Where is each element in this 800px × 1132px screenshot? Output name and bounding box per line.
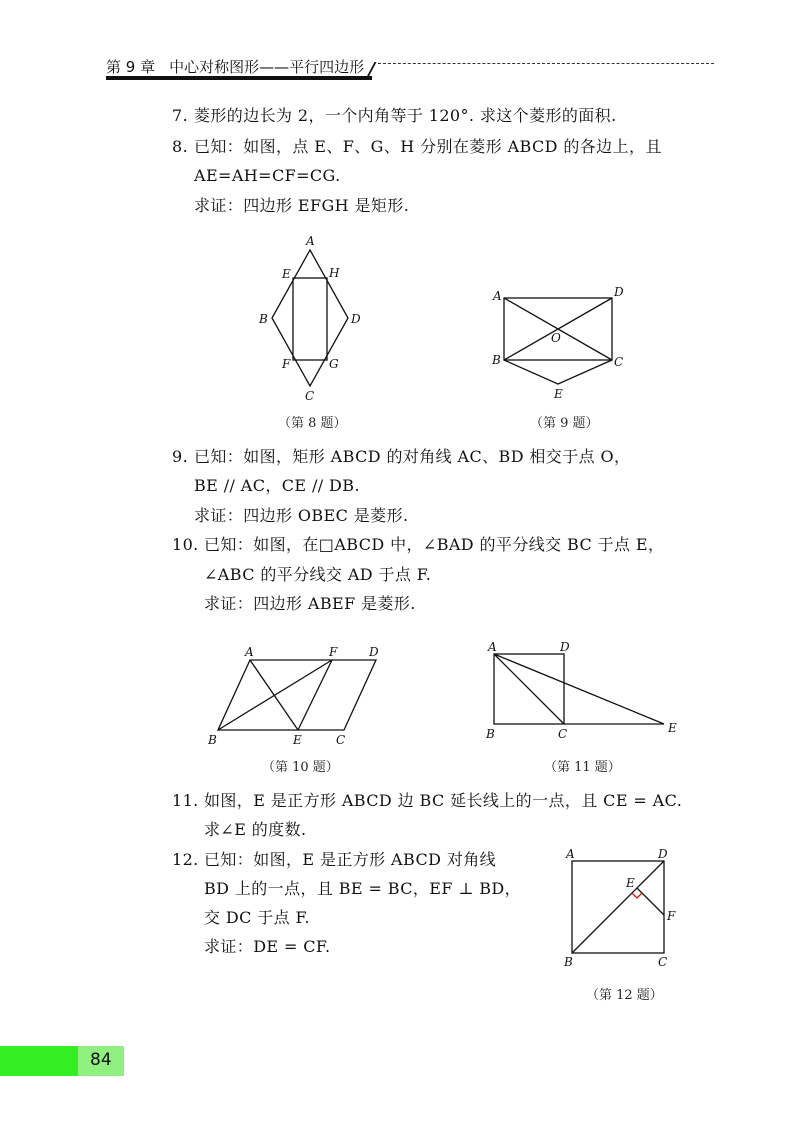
label-d: D — [658, 847, 668, 861]
problem-11-line-1 — [172, 791, 682, 811]
label-e: E — [626, 876, 635, 890]
label-a: A — [245, 646, 254, 659]
label-g: G — [329, 357, 339, 371]
header-rule — [106, 76, 372, 80]
label-b: B — [486, 727, 495, 741]
problem-text: 已知：如图，E 是正方形 ABCD 对角线 — [204, 850, 497, 869]
label-d: D — [560, 640, 570, 654]
figure-10 — [202, 646, 388, 750]
right-angle-mark — [632, 893, 642, 898]
label-f: F — [667, 909, 676, 923]
header-text — [106, 56, 378, 77]
problem-8-line-2: AE=AH=CF=CG. — [194, 166, 341, 185]
problem-12-line-2: BD 上的一点，且 BE = BC，EF ⊥ BD， — [204, 879, 522, 898]
problem-number: 11. — [172, 791, 199, 810]
problem-text: 已知：如图，点 E、F、G、H 分别在菱形 ABCD 的各边上，且 — [194, 137, 662, 156]
problem-number: 12. — [172, 850, 199, 869]
caption-fig-12: （第 12 题） — [586, 988, 663, 1003]
diagonal-ac — [494, 654, 564, 724]
label-d: D — [369, 646, 379, 659]
label-b: B — [259, 312, 268, 326]
label-o: O — [551, 331, 561, 345]
label-e: E — [282, 267, 291, 281]
rectangle-efgh — [293, 278, 327, 360]
problem-text: 如图，E 是正方形 ABCD 边 BC 延长线上的一点，且 CE = AC. — [204, 791, 683, 810]
label-c: C — [305, 389, 315, 403]
label-a: A — [566, 847, 575, 861]
label-c: C — [614, 355, 624, 369]
label-c: C — [658, 955, 668, 969]
label-d: D — [351, 312, 361, 326]
lines-be-ce — [504, 360, 612, 384]
problem-12-line-3: 交 DC 于点 F. — [204, 908, 311, 927]
caption-fig-11: （第 11 题） — [544, 760, 621, 775]
problem-10-line-2: ∠ABC 的平分线交 AD 于点 F. — [204, 565, 432, 584]
label-c: C — [336, 733, 346, 747]
label-e: E — [668, 721, 677, 735]
problem-12-line-1 — [172, 850, 496, 870]
diagonal-bd — [572, 861, 664, 953]
caption-fig-10: （第 10 题） — [262, 760, 339, 775]
figure-11 — [482, 638, 684, 744]
label-h: H — [329, 266, 340, 280]
header-dashed-line — [378, 63, 714, 64]
problem-9-line-1 — [172, 447, 630, 467]
segment-ef — [637, 888, 664, 915]
problem-9-line-2: BE // AC，CE // DB. — [194, 476, 360, 495]
label-d: D — [614, 285, 624, 299]
problem-11-line-2: 求∠E 的度数. — [204, 820, 307, 839]
problem-text: 已知：如图，在□ABCD 中，∠BAD 的平分线交 BC 于点 E， — [204, 535, 665, 554]
label-e: E — [554, 387, 563, 401]
problem-number: 9. — [172, 447, 189, 466]
label-b: B — [564, 955, 573, 969]
label-a: A — [488, 640, 497, 654]
chapter-title: 中心对称图形——平行四边形 — [169, 58, 365, 76]
problem-9-line-3: 求证：四边形 OBEC 是菱形. — [194, 506, 409, 525]
parallelogram-abcd — [218, 660, 376, 730]
segment-ae — [494, 654, 664, 724]
label-b: B — [208, 733, 217, 747]
page-number: 84 — [90, 1050, 112, 1070]
label-a: A — [493, 289, 502, 303]
figure-9 — [488, 282, 628, 404]
caption-fig-9: （第 9 题） — [530, 416, 599, 431]
problem-number: 7. — [172, 106, 189, 125]
label-f: F — [282, 357, 291, 371]
label-a: A — [306, 234, 315, 248]
problem-8-line-3: 求证：四边形 EFGH 是矩形. — [194, 196, 410, 215]
problem-text: 菱形的边长为 2，一个内角等于 120°. 求这个菱形的面积. — [194, 106, 617, 125]
problem-8-line-1 — [172, 137, 662, 157]
caption-fig-8: （第 8 题） — [278, 416, 347, 431]
label-e: E — [293, 733, 302, 747]
problem-10-line-3: 求证：四边形 ABEF 是菱形. — [204, 594, 416, 613]
problem-7 — [172, 106, 617, 126]
label-b: B — [492, 353, 501, 367]
problem-12-line-4: 求证：DE = CF. — [204, 937, 331, 956]
figure-8 — [255, 230, 367, 406]
problem-text: 已知：如图，矩形 ABCD 的对角线 AC、BD 相交于点 O， — [194, 447, 631, 466]
figure-12 — [558, 843, 680, 969]
running-header — [106, 52, 714, 82]
problem-number: 8. — [172, 137, 189, 156]
label-f: F — [329, 646, 338, 659]
chapter-label: 第 9 章 — [106, 58, 156, 76]
problem-number: 10. — [172, 535, 199, 554]
problem-10-line-1 — [172, 535, 664, 555]
label-c: C — [558, 727, 568, 741]
